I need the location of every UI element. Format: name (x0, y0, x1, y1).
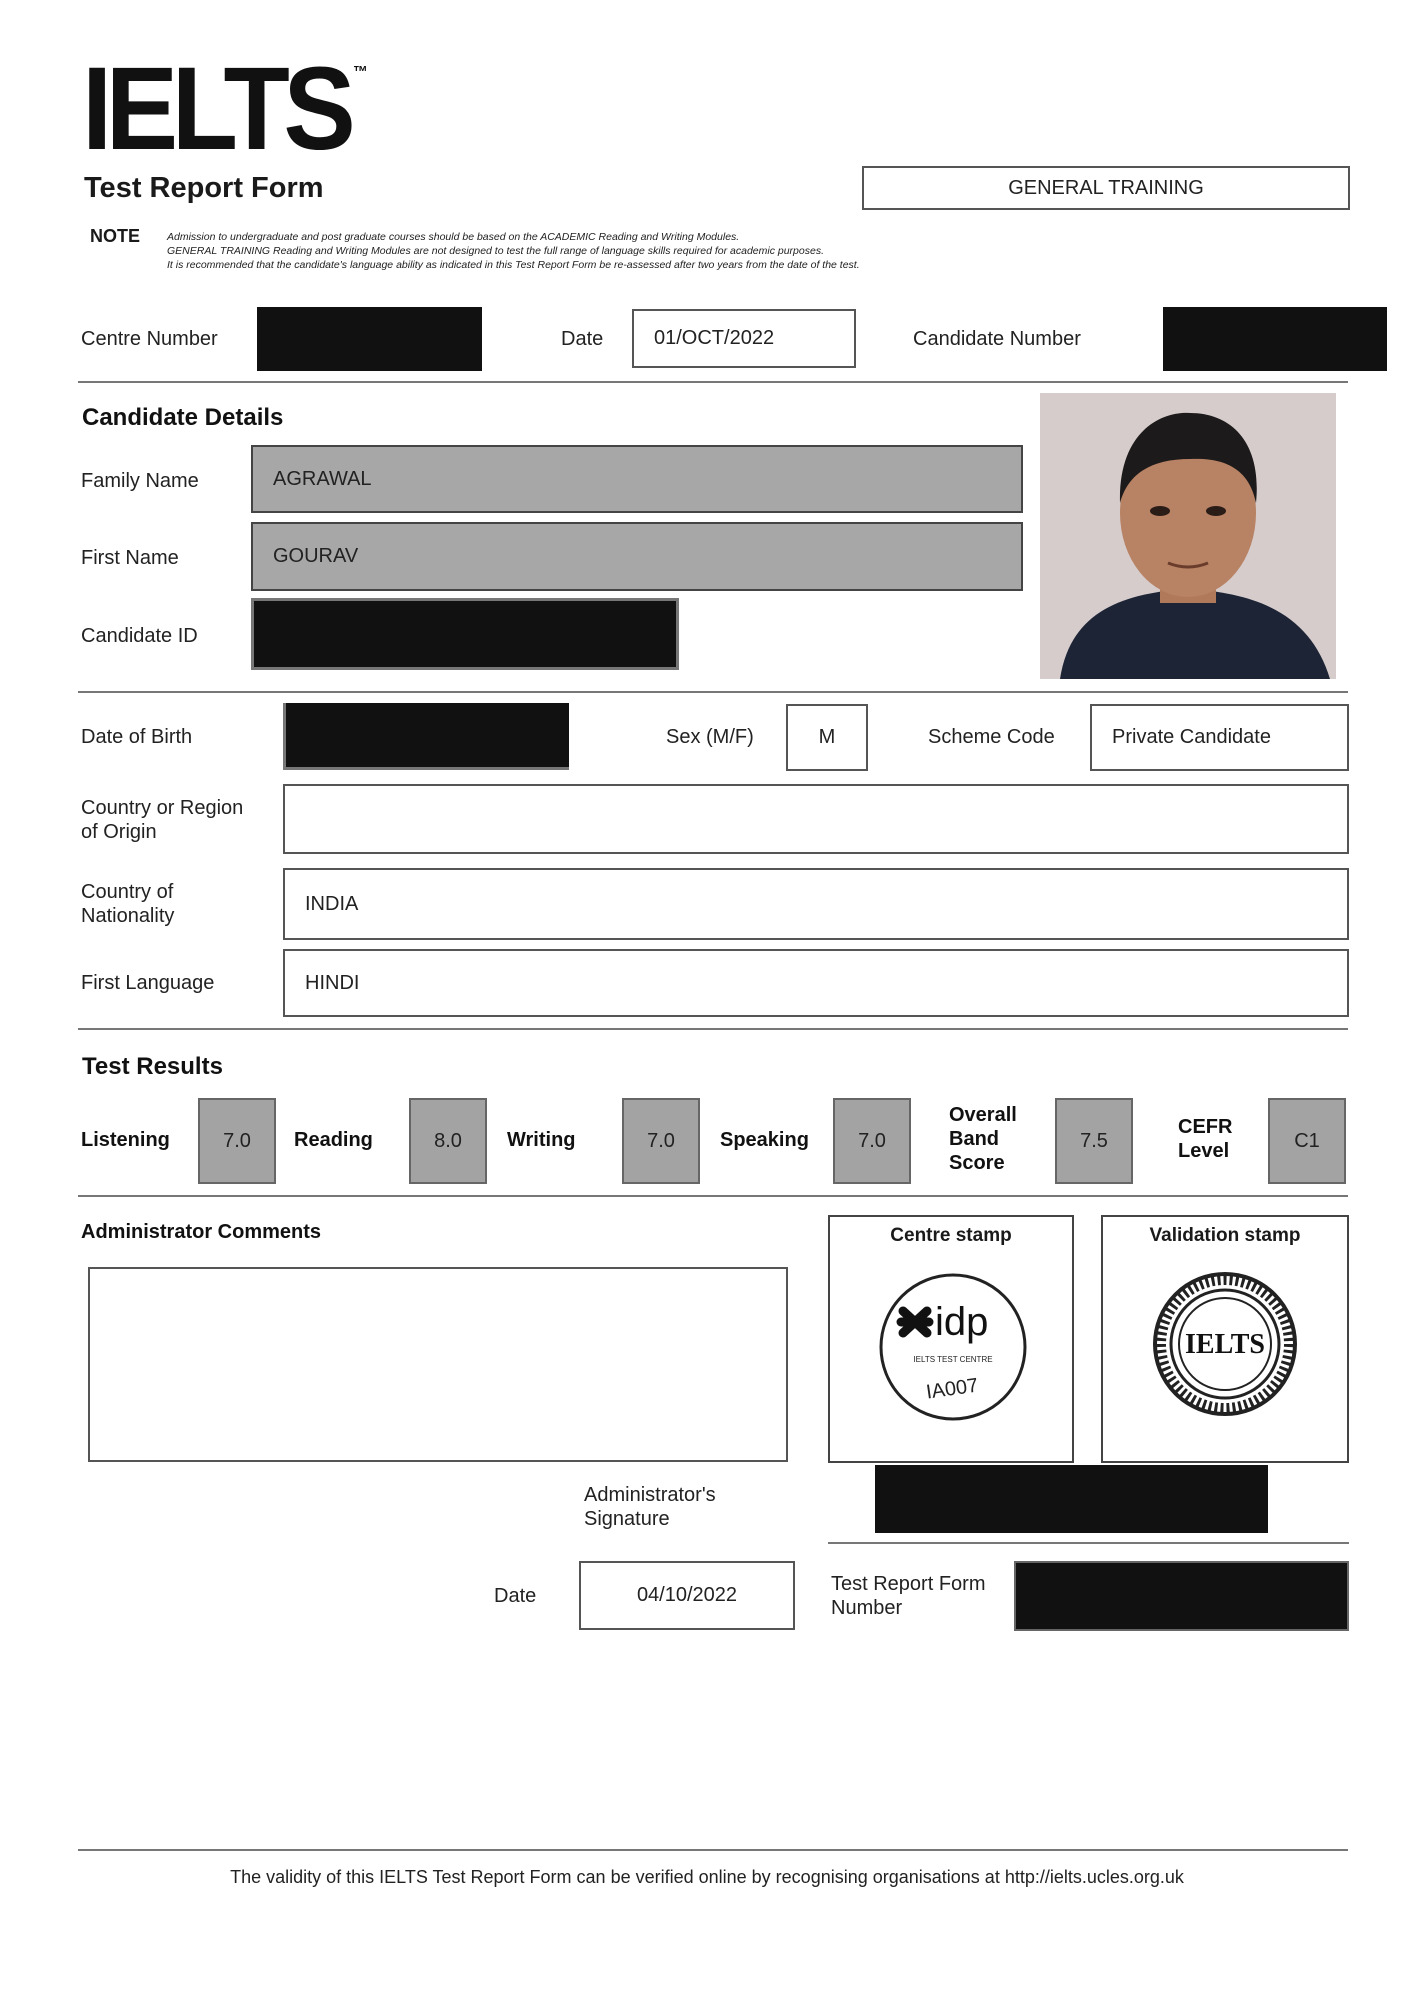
nationality-label-line1: Country of (81, 881, 174, 903)
admin-signature-redacted (875, 1465, 1268, 1533)
overall-label-line3: Score (949, 1152, 1005, 1174)
cefr-label (1178, 1115, 1232, 1163)
test-date-value: 01/OCT/2022 (654, 327, 775, 349)
validation-stamp-label: Validation stamp (1149, 1225, 1301, 1246)
footer-text: The validity of this IELTS Test Report Form can be verified online by recognising organisations at http://ielts.ucles.org.uk (230, 1867, 1184, 1887)
first-language-label: First Language (81, 972, 215, 994)
divider (78, 1028, 1348, 1030)
idp-text: idp (935, 1300, 989, 1344)
speaking-label: Speaking (720, 1129, 809, 1151)
scheme-code-label: Scheme Code (928, 726, 1055, 748)
admin-signature-label (584, 1483, 716, 1531)
origin-label-line1: Country or Region (81, 797, 244, 819)
family-name-value: AGRAWAL (273, 467, 372, 490)
sex-field (786, 704, 868, 771)
dob-redacted (283, 703, 569, 770)
cefr-label-line1: CEFR (1178, 1116, 1233, 1138)
scheme-code-field (1090, 704, 1349, 771)
first-name-value: GOURAV (273, 545, 359, 567)
idp-stamp-icon (873, 1267, 1033, 1427)
idp-code: IA007 (924, 1374, 980, 1404)
writing-score: 7.0 (622, 1098, 700, 1184)
module-value: GENERAL TRAINING (1008, 176, 1204, 199)
trf-number-label (831, 1572, 985, 1620)
divider (78, 1195, 1348, 1197)
nationality-label (81, 880, 174, 928)
cefr-label-line2: Level (1178, 1140, 1230, 1162)
validation-stamp-box (1101, 1215, 1349, 1463)
centre-stamp-label: Centre stamp (890, 1225, 1012, 1246)
trf-label-line2: Number (831, 1597, 903, 1619)
date-label: Date (561, 328, 604, 350)
reading-score: 8.0 (409, 1098, 487, 1184)
sex-value: M (818, 726, 836, 748)
divider (78, 381, 1348, 383)
origin-label-line2: of Origin (81, 821, 157, 843)
candidate-id-redacted (251, 598, 679, 670)
scheme-code-value: Private Candidate (1112, 726, 1271, 748)
note-label: NOTE (90, 226, 141, 246)
first-name-label: First Name (81, 547, 179, 569)
origin-field (283, 784, 1349, 854)
admin-date-field (579, 1561, 795, 1630)
speaking-score: 7.0 (833, 1098, 911, 1184)
overall-label-line2: Band (949, 1128, 999, 1150)
centre-number-redacted (257, 307, 482, 371)
footer-divider (78, 1849, 1348, 1851)
nationality-label-line2: Nationality (81, 905, 175, 927)
note-line-3: It is recommended that the candidate's language ability as indicated in this Test Report Form be re-assessed after two years from the date of the test. (167, 259, 860, 271)
origin-label (81, 796, 243, 844)
divider (78, 691, 1348, 693)
family-name-label: Family Name (81, 470, 199, 492)
signature-line (828, 1542, 1349, 1544)
nationality-value: INDIA (305, 892, 359, 915)
first-language-field (283, 949, 1349, 1017)
dob-label: Date of Birth (81, 726, 193, 748)
sex-label: Sex (M/F) (666, 726, 754, 748)
overall-label-line1: Overall (949, 1104, 1017, 1126)
first-language-value: HINDI (305, 971, 360, 994)
test-results-title: Test Results (82, 1053, 223, 1080)
nationality-field (283, 868, 1349, 940)
centre-number-label: Centre Number (81, 328, 218, 350)
ielts-logo: IELTS ™ (82, 43, 368, 175)
admin-date-label: Date (494, 1585, 537, 1607)
validation-seal-icon (1150, 1269, 1300, 1419)
form-title: Test Report Form (84, 172, 324, 204)
candidate-id-label: Candidate ID (81, 625, 198, 647)
centre-stamp-box (828, 1215, 1074, 1463)
listening-label: Listening (81, 1129, 170, 1151)
trf-label-line1: Test Report Form (831, 1573, 986, 1595)
overall-band-label (949, 1103, 1017, 1175)
reading-label: Reading (294, 1129, 373, 1151)
candidate-details-title: Candidate Details (82, 404, 284, 431)
module-box (862, 166, 1350, 210)
admin-comments-box (88, 1267, 788, 1462)
signature-label-line2: Signature (584, 1508, 670, 1530)
first-name-field (251, 522, 1023, 591)
admin-date-value: 04/10/2022 (636, 1584, 738, 1606)
note-text (167, 230, 860, 272)
cefr-level: C1 (1268, 1098, 1346, 1184)
note-line-1: Admission to undergraduate and post graduate courses should be based on the ACADEMIC Reading and Writing Modules. (167, 231, 740, 243)
listening-score: 7.0 (198, 1098, 276, 1184)
candidate-number-label: Candidate Number (913, 328, 1081, 350)
signature-label-line1: Administrator's (584, 1484, 716, 1506)
note-line-2: GENERAL TRAINING Reading and Writing Modules are not designed to test the full range of language skills required for academic purposes. (167, 245, 824, 257)
trf-number-redacted (1014, 1561, 1349, 1631)
validation-seal-text: IELTS (1185, 1329, 1265, 1360)
overall-band-score: 7.5 (1055, 1098, 1133, 1184)
family-name-field (251, 445, 1023, 513)
admin-comments-label: Administrator Comments (81, 1221, 322, 1243)
candidate-number-redacted (1163, 307, 1387, 371)
test-date-field (632, 309, 856, 368)
candidate-photo (1040, 393, 1336, 679)
writing-label: Writing (507, 1129, 576, 1151)
idp-ring-text: IELTS TEST CENTRE (913, 1355, 993, 1364)
